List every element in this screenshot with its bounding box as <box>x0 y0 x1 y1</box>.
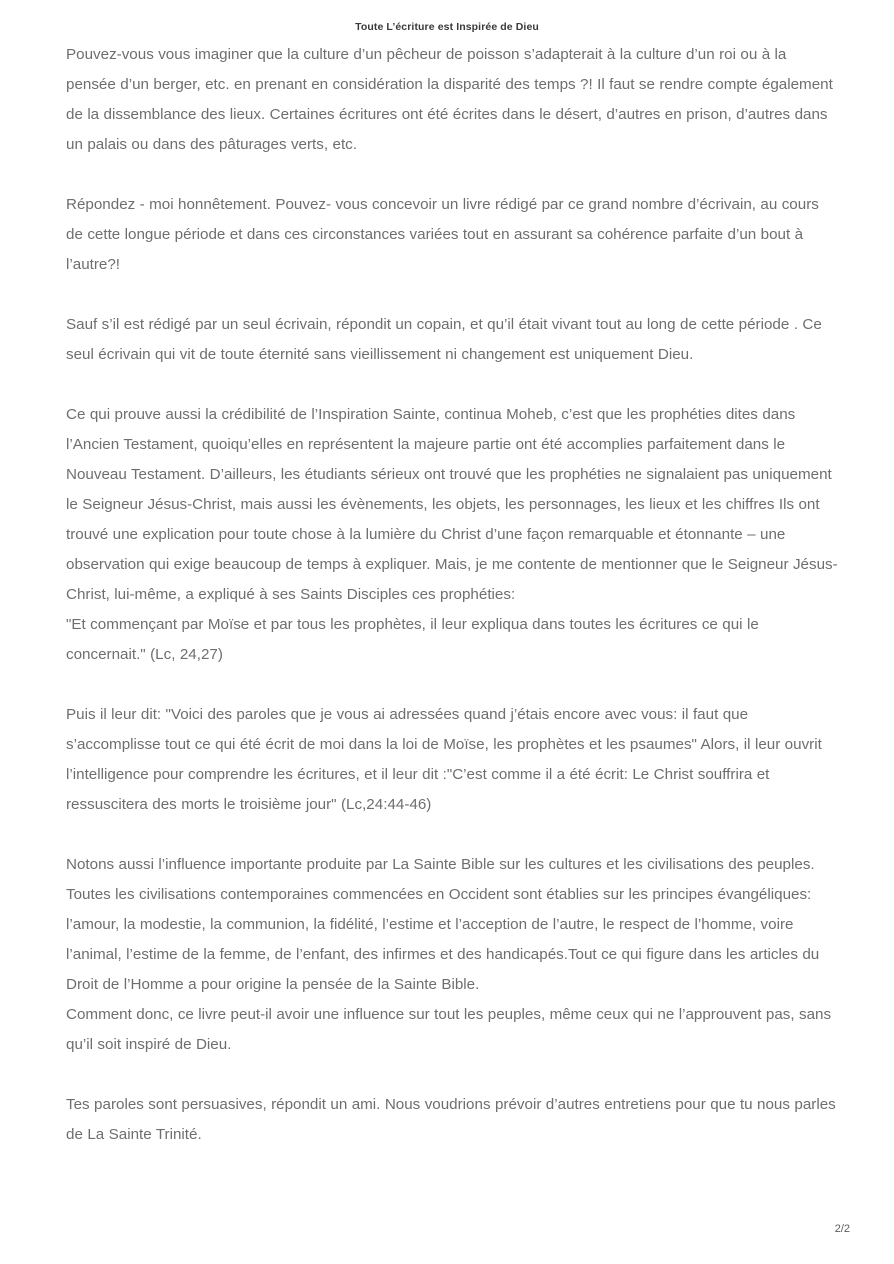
paragraph-7: Notons aussi l’influence importante produite par La Sainte Bible sur les cultures et les civilisations des peuples. Toutes les civilisations contemporaines commencées en Occident sont établies sur les principes évangéliques: l’amour, la modestie, la communion, la fidélité, l’estime et l’acception de l’autre, le respect de l’homme, voire l’animal, l’estime de la femme, de l’enfant, des infirmes et des handicapés.Tout ce qui figure dans les articles du Droit de l’Homme a pour origine la pensée de la Sainte Bible. <box>66 856 820 993</box>
paragraph-2: Répondez - moi honnêtement. Pouvez- vous concevoir un livre rédigé par ce grand nombre d’écrivain, au cours de cette longue période et dans ces circonstances variées tout en assurant sa cohérence parfaite d’un bout à l’autre?! <box>66 196 819 273</box>
paragraph-5-scripture-quote-luke-24-27: "Et commençant par Moïse et par tous les prophètes, il leur expliqua dans toutes les écritures ce qui le concernait." (Lc, 24,27) <box>66 616 759 663</box>
paragraph-6-scripture-quote-luke-24-44-46: Puis il leur dit: "Voici des paroles que je vous ai adressées quand j’étais encore avec vous: il faut que s’accomplisse tout ce qui été écrit de moi dans la loi de Moïse, les prophètes et les psaumes" Alors, il leur ouvrit l’intelligence pour comprendre les écritures, et il leur dit :"C’est comme il a été écrit: Le Christ souffrira et ressuscitera des morts le troisième jour" (Lc,24:44-46) <box>66 706 822 813</box>
document-body <box>66 40 838 1180</box>
paragraph-1: Pouvez-vous vous imaginer que la culture d’un pêcheur de poisson s’adapterait à la culture d’un roi ou à la pensée d’un berger, etc. en prenant en considération la disparité des temps ?! Il faut se rendre compte également de la dissemblance des lieux. Certaines écritures ont été écrites dans le désert, d’autres en prison, d’autres dans un palais ou dans des pâturages verts, etc. <box>66 46 833 153</box>
page-number-footer: 2/2 <box>834 1223 850 1235</box>
paragraph-9: Tes paroles sont persuasives, répondit un ami. Nous voudrions prévoir d’autres entretiens pour que tu nous parles de La Sainte Trinité. <box>66 1096 836 1143</box>
document-header-title: Toute L’écriture est Inspirée de Dieu <box>355 21 539 33</box>
paragraph-3: Sauf s’il est rédigé par un seul écrivain, répondit un copain, et qu’il était vivant tout au long de cette période . Ce seul écrivain qui vit de toute éternité sans vieillissement ni changement est uniquement Dieu. <box>66 316 822 363</box>
paragraph-8: Comment donc, ce livre peut-il avoir une influence sur tout les peuples, même ceux qui ne l’approuvent pas, sans qu’il soit inspiré de Dieu. <box>66 1006 832 1053</box>
paragraph-4: Ce qui prouve aussi la crédibilité de l’Inspiration Sainte, continua Moheb, c’est que les prophéties dites dans l’Ancien Testament, quoiqu’elles en représentent la majeure partie ont été accomplies parfaitement dans le Nouveau Testament. D’ailleurs, les étudiants sérieux ont trouvé que les prophéties ne signalaient pas uniquement le Seigneur Jésus-Christ, mais aussi les évènements, les objets, les personnages, les lieux et les chiffres Ils ont trouvé une explication pour toute chose à la lumière du Christ d’une façon remarquable et étonnante – une observation qui exige beaucoup de temps à expliquer. Mais, je me contente de mentionner que le Seigneur Jésus-Christ, lui-même, a expliqué à ses Saints Disciples ces prophéties: <box>66 406 838 603</box>
